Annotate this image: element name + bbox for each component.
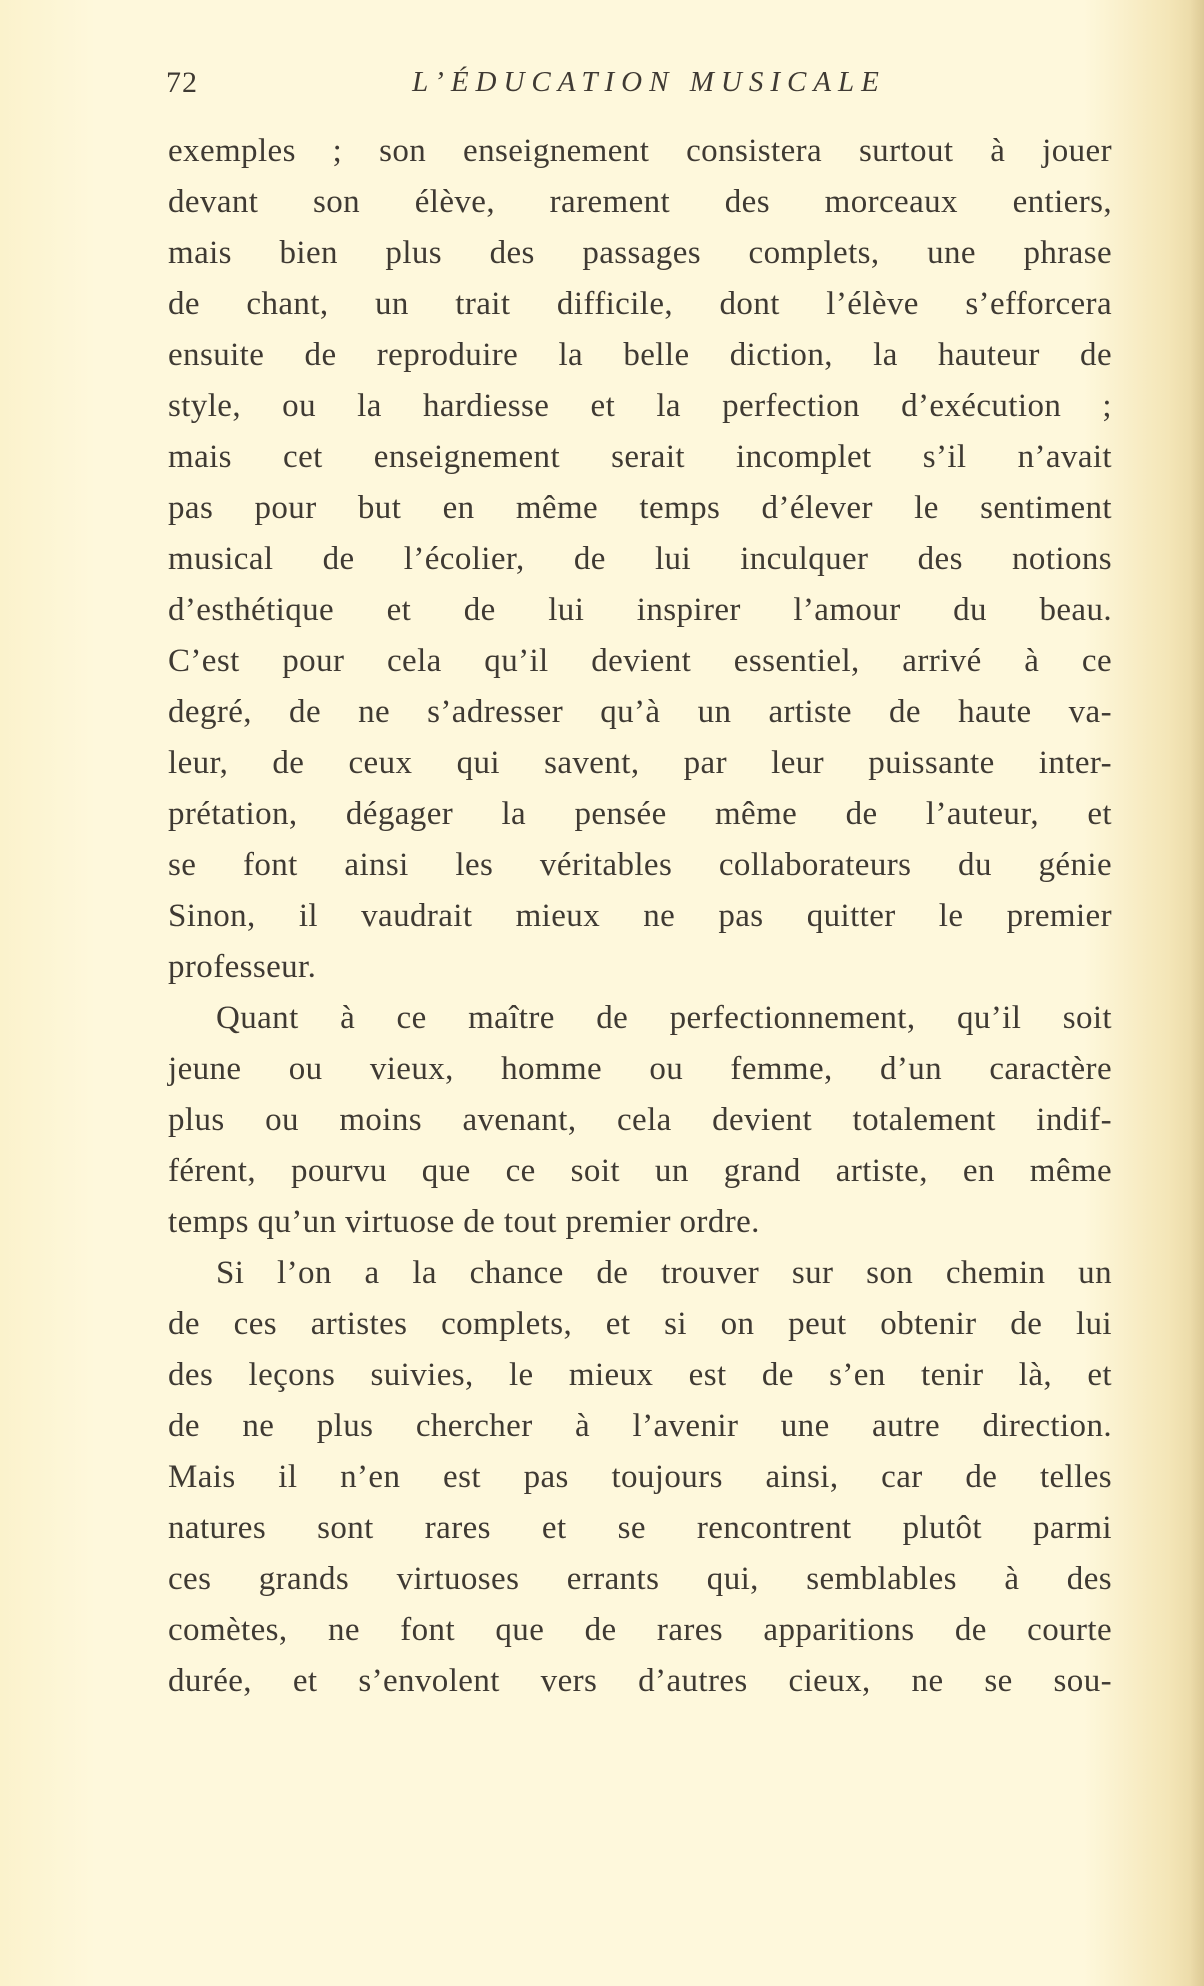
- text-line: musical de l’écolier, de lui inculquer des notions: [168, 541, 1112, 577]
- page-header: [166, 66, 1112, 110]
- text-line: Sinon, il vaudrait mieux ne pas quitter le premier: [168, 898, 1112, 934]
- text-line: pas pour but en même temps d’élever le sentiment: [168, 490, 1112, 526]
- text-line: durée, et s’envolent vers d’autres cieux, ne se sou-: [168, 1663, 1112, 1699]
- text-line: prétation, dégager la pensée même de l’auteur, et: [168, 796, 1112, 832]
- text-line: natures sont rares et se rencontrent plutôt parmi: [168, 1510, 1112, 1546]
- text-line: Quant à ce maître de perfectionnement, qu’il soit: [216, 1000, 1112, 1036]
- page-edge-shadow: [1190, 0, 1204, 1986]
- paragraph: [168, 993, 1112, 1248]
- text-line: se font ainsi les véritables collaborateurs du génie: [168, 847, 1112, 883]
- text-line: ensuite de reproduire la belle diction, la hauteur de: [168, 337, 1112, 373]
- paragraph: [168, 126, 1112, 993]
- text-line: ces grands virtuoses errants qui, semblables à des: [168, 1561, 1112, 1597]
- text-line: de ces artistes complets, et si on peut obtenir de lui: [168, 1306, 1112, 1342]
- paragraph: [168, 1248, 1112, 1707]
- text-line: de chant, un trait difficile, dont l’élève s’efforcera: [168, 286, 1112, 322]
- text-line: style, ou la hardiesse et la perfection d’exécution ;: [168, 388, 1112, 424]
- text-line: devant son élève, rarement des morceaux entiers,: [168, 184, 1112, 220]
- text-line: plus ou moins avenant, cela devient totalement indif-: [168, 1102, 1112, 1138]
- text-line: degré, de ne s’adresser qu’à un artiste de haute va-: [168, 694, 1112, 730]
- text-line: C’est pour cela qu’il devient essentiel, arrivé à ce: [168, 643, 1112, 679]
- text-line: temps qu’un virtuose de tout premier ordre.: [168, 1204, 760, 1240]
- text-line: jeune ou vieux, homme ou femme, d’un caractère: [168, 1051, 1112, 1087]
- page-number: 72: [166, 66, 198, 99]
- text-line: professeur.: [168, 949, 317, 985]
- text-line: mais cet enseignement serait incomplet s’il n’avait: [168, 439, 1112, 475]
- text-line: des leçons suivies, le mieux est de s’en tenir là, et: [168, 1357, 1112, 1393]
- text-line: comètes, ne font que de rares apparitions de courte: [168, 1612, 1112, 1648]
- text-line: leur, de ceux qui savent, par leur puissante inter-: [168, 745, 1112, 781]
- text-line: de ne plus chercher à l’avenir une autre direction.: [168, 1408, 1112, 1444]
- text-line: Mais il n’en est pas toujours ainsi, car de telles: [168, 1459, 1112, 1495]
- text-line: férent, pourvu que ce soit un grand artiste, en même: [168, 1153, 1112, 1189]
- body-text: [168, 126, 1112, 1707]
- text-line: mais bien plus des passages complets, une phrase: [168, 235, 1112, 271]
- running-head: L’ÉDUCATION MUSICALE: [412, 66, 886, 98]
- text-line: exemples ; son enseignement consistera surtout à jouer: [168, 133, 1112, 169]
- text-line: d’esthétique et de lui inspirer l’amour du beau.: [168, 592, 1112, 628]
- text-line: Si l’on a la chance de trouver sur son chemin un: [216, 1255, 1112, 1291]
